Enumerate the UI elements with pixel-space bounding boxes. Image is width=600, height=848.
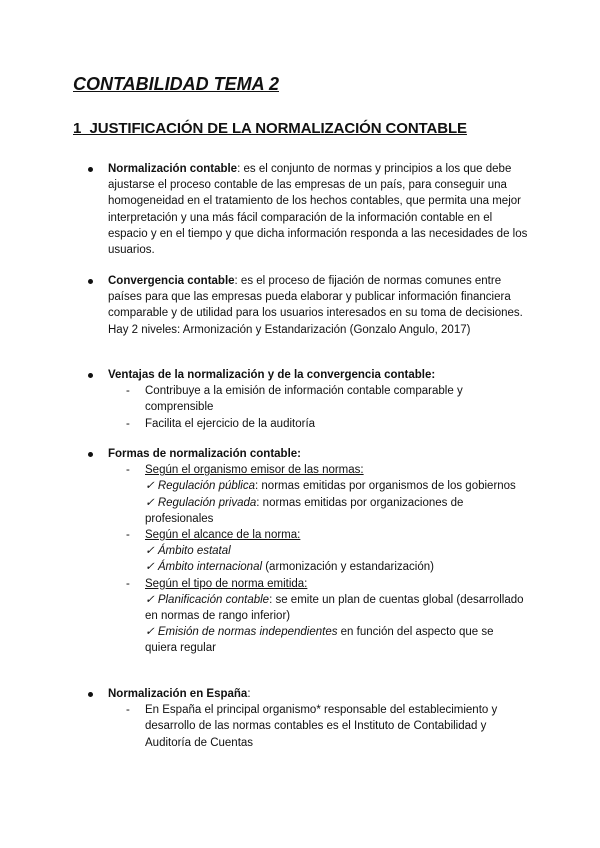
dash-marker: - — [126, 385, 130, 398]
item-text: : normas emitidas por organismos de los gobiernos — [255, 480, 516, 493]
list-item — [108, 416, 528, 432]
list-item-text: En España el principal organismo* responsable del establecimiento y desarrollo de las normas contables es el Instituto de Contabilidad y Auditoría de Cuentas — [145, 704, 498, 749]
dash-marker: - — [126, 577, 130, 590]
bullet-normalizacion-espana — [108, 686, 528, 751]
group-tipo-norma — [108, 576, 528, 592]
item-term: ✓ Emisión de normas independientes — [145, 626, 338, 639]
dash-marker: - — [126, 417, 130, 430]
item-text: en función del aspecto que se quiera regular — [145, 626, 494, 655]
term-normalizacion: Normalización contable — [108, 163, 238, 175]
section-heading: 1_JUSTIFICACIÓN DE LA NORMALIZACIÓN CONTABLE — [73, 120, 467, 137]
group-label: Según el alcance de la norma: — [145, 529, 301, 542]
dash-marker: - — [126, 704, 130, 717]
formas-heading: Formas de normalización contable: — [108, 448, 301, 460]
item-term: ✓ Planificación contable — [145, 593, 270, 606]
item-term: ✓ Ámbito estatal — [145, 545, 231, 558]
bullet-ventajas — [108, 367, 528, 432]
list-item — [108, 702, 528, 751]
ventajas-heading: Ventajas de la normalización y de la convergencia contable: — [108, 369, 436, 381]
term-convergencia: Convergencia contable — [108, 275, 235, 287]
item-term: ✓ Regulación pública — [145, 480, 256, 493]
bullet-dot — [88, 692, 93, 697]
definition-text: : es el conjunto de normas y principios a los que debe ajustarse el proceso contable de las empresas de un país, para conseguir una homogeneidad en el tratamiento de los hechos contables, que permita una mejor interpretación y una más fácil comparación de la información contable en el espacio y en el tiempo y que dicha información responda a las necesidades de los usuarios. — [108, 163, 528, 257]
item-term: ✓ Ámbito internacional — [145, 561, 263, 574]
list-item — [108, 543, 528, 559]
list-item-text: Facilita el ejercicio de la auditoría — [145, 417, 316, 430]
colon: : — [247, 688, 251, 700]
group-label: Según el organismo emisor de las normas: — [145, 464, 364, 477]
bullet-dot — [88, 373, 93, 378]
group-alcance — [108, 527, 528, 543]
bullet-dot — [88, 279, 93, 284]
list-item — [108, 383, 528, 415]
item-text: : se emite un plan de cuentas global (desarrollado en normas de rango inferior) — [145, 593, 524, 623]
item-text: : normas emitidas por organizaciones de profesionales — [145, 496, 464, 525]
list-item — [108, 624, 528, 656]
definition-text: : es el proceso de fijación de normas comunes entre países para que las empresas pueda elaborar y publicar información financiera comparable y de utilidad para los usuarios interesados en su toma de decisiones. Hay 2 niveles: Armonización y Estandarización (Gonzalo Angulo, 2017) — [108, 275, 523, 336]
list-item — [108, 592, 528, 624]
bullet-dot — [88, 452, 93, 457]
group-label: Según el tipo de norma emitida: — [145, 577, 308, 590]
group-organismo-emisor — [108, 462, 528, 478]
term-espana: Normalización en España — [108, 688, 248, 700]
list-item — [108, 559, 528, 575]
list-item — [108, 478, 528, 494]
bullet-formas-normalizacion — [108, 446, 528, 657]
bullet-dot — [88, 167, 93, 172]
item-text: (armonización y estandarización) — [262, 561, 434, 574]
dash-marker: - — [126, 464, 130, 477]
list-item-text: Contribuye a la emisión de información contable comparable y comprensible — [145, 385, 463, 414]
dash-marker: - — [126, 529, 130, 542]
item-term: ✓ Regulación privada — [145, 496, 257, 509]
bullet-convergencia-contable — [108, 273, 528, 338]
list-item — [108, 495, 528, 527]
bullet-normalizacion-contable — [108, 161, 528, 258]
page-title: CONTABILIDAD TEMA 2 — [73, 74, 279, 94]
